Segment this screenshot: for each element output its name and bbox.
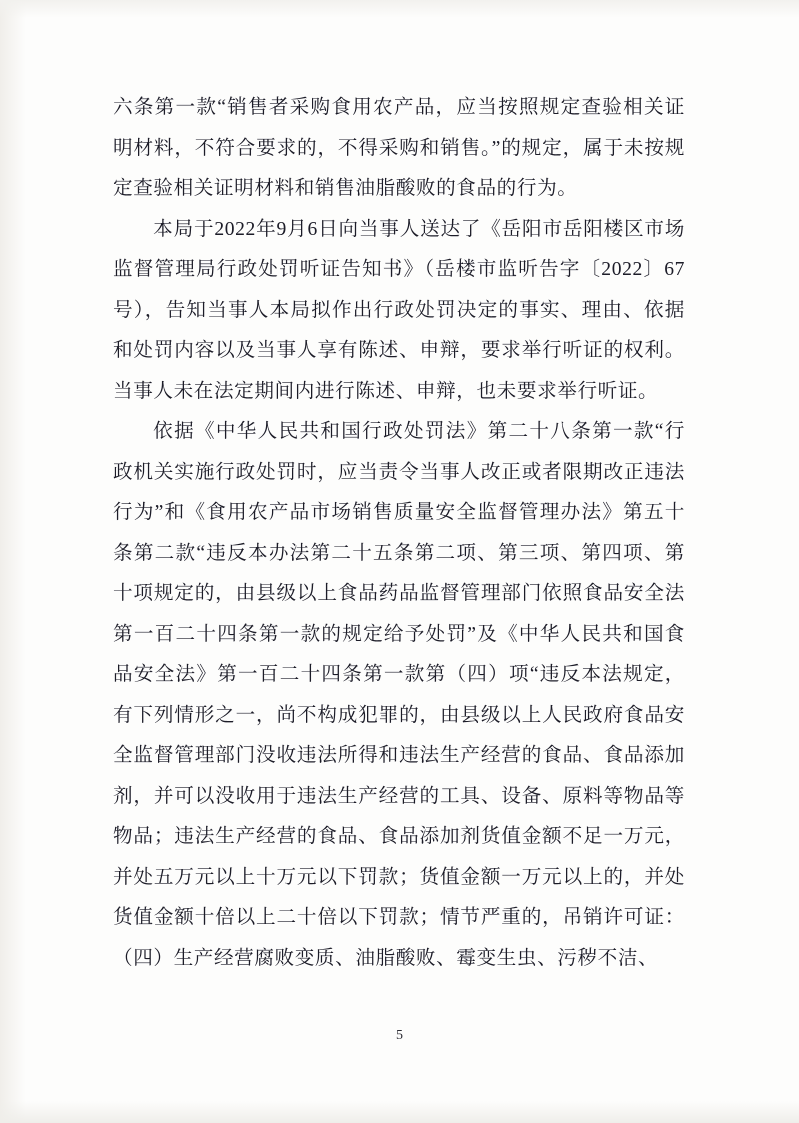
- scan-edge-top: [0, 0, 799, 18]
- paragraph-continuation: 六条第一款“销售者采购食用农产品，应当按照规定查验相关证明材料，不符合要求的，不得采购和销售。”的规定，属于未按规定查验相关证明材料和销售油脂酸败的食品的行为。: [113, 97, 685, 199]
- scan-edge-left: [0, 0, 26, 1123]
- document-body: [113, 88, 685, 979]
- scan-edge-bottom: [0, 1101, 799, 1123]
- paragraph-legal-basis: 依据《中华人民共和国行政处罚法》第二十八条第一款“行政机关实施行政处罚时，应当责令当事人改正或者限期改正违法行为”和《食用农产品市场销售质量安全监督管理办法》第五十条第二款“违反本办法第二十五条第二项、第三项、第四项、第十项规定的，由县级以上食品药品监督管理部门依照食品安全法第一百二十四条第一款的规定给予处罚”及《中华人民共和国食品安全法》第一百二十四条第一款第（四）项“违反本法规定，有下列情形之一，尚不构成犯罪的，由县级以上人民政府食品安全监督管理部门没收违法所得和违法生产经营的食品、食品添加剂，并可以没收用于违法生产经营的工具、设备、原料等物品等物品；违法生产经营的食品、食品添加剂货值金额不足一万元，并处五万元以上十万元以下罚款；货值金额一万元以上的，并处货值金额十倍以上二十倍以下罚款；情节严重的，吊销许可证：（四）生产经营腐败变质、油脂酸败、霉变生虫、污秽不洁、: [113, 421, 685, 969]
- page-number: 5: [396, 1028, 403, 1043]
- paragraph-notice-delivery: 本局于2022年9月6日向当事人送达了《岳阳市岳阳楼区市场监督管理局行政处罚听证告知书》（岳楼市监听告字〔2022〕67号），告知当事人本局拟作出行政处罚决定的事实、理由、依据和处罚内容以及当事人享有陈述、申辩，要求举行听证的权利。当事人未在法定期间内进行陈述、申辩，也未要求举行听证。: [113, 218, 685, 402]
